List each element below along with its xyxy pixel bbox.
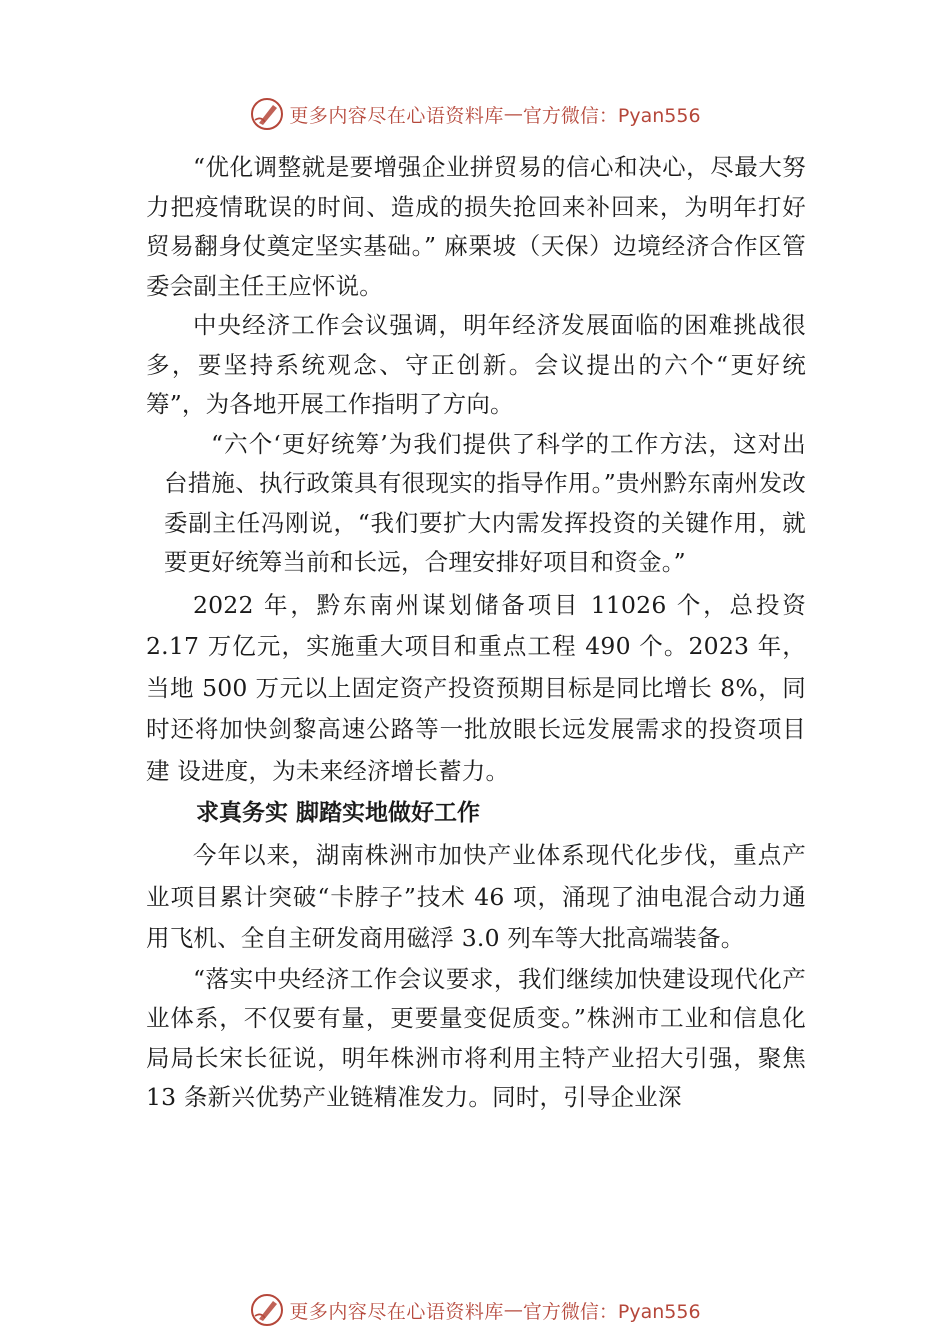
banner-separator: — bbox=[503, 103, 523, 125]
section-heading: 求真务实 脚踏实地做好工作 bbox=[196, 800, 481, 826]
banner-separator: — bbox=[503, 1299, 523, 1321]
paragraph-2: 中央经济工作会议强调，明年经济发展面临的困难挑战很多，要坚持系统观念、守正创新。会议提出的六个“更好统筹”，为各地开展工作指明了方向。 bbox=[146, 311, 806, 418]
pen-nib-logo-icon bbox=[249, 96, 285, 132]
paragraph-3: “六个‘更好统筹’为我们提供了科学的工作方法，这对出台措施、执行政策具有很现实的指导作用。”贵州黔东南州发改委副主任冯刚说，“我们要扩大内需发挥投资的关键作用，就要更好统筹当前和长远，合理安排好项目和资金。” bbox=[164, 429, 806, 576]
banner-text: 更多内容尽在心语资料库 bbox=[289, 104, 504, 127]
header-banner bbox=[0, 94, 950, 134]
banner-wechat: 官方微信：Pyan556 bbox=[522, 104, 701, 127]
paragraph-4: 2022 年，黔东南州谋划储备项目 11026 个，总投资 2.17 万亿元，实施重大项目和重点工程 490 个。2023 年，当地 500 万元以上固定资产投资预期目标是同比增长 8%，同时还将加快剑黎高速公路等一批放眼长远发展需求的投资项目建 设进度，为未来经济增长蓄力。 bbox=[146, 590, 806, 785]
article-body bbox=[146, 148, 806, 1118]
pen-nib-logo-icon bbox=[249, 1292, 285, 1328]
paragraph-6: “落实中央经济工作会议要求，我们继续加快建设现代化产业体系，不仅要有量，更要量变促质变。”株洲市工业和信息化局局长宋长征说，明年株洲市将利用主特产业招大引强，聚焦 13 条新兴优势产业链精准发力。同时，引导企业深 bbox=[146, 964, 806, 1111]
banner-text: 更多内容尽在心语资料库 bbox=[289, 1300, 504, 1323]
paragraph-5: 今年以来，湖南株洲市加快产业体系现代化步伐，重点产业项目累计突破“卡脖子”技术 46 项，涌现了油电混合动力通用飞机、全自主研发商用磁浮 3.0 列车等大批高端装备。 bbox=[146, 841, 806, 952]
footer-banner bbox=[0, 1290, 950, 1330]
paragraph-1: “优化调整就是要增强企业拼贸易的信心和决心，尽最大努力把疫情耽误的时间、造成的损失抢回来补回来，为明年打好贸易翻身仗奠定坚实基础。” 麻栗坡（天保）边境经济合作区管委会副主任王应怀说。 bbox=[146, 153, 806, 300]
banner-wechat: 官方微信：Pyan556 bbox=[522, 1300, 701, 1323]
